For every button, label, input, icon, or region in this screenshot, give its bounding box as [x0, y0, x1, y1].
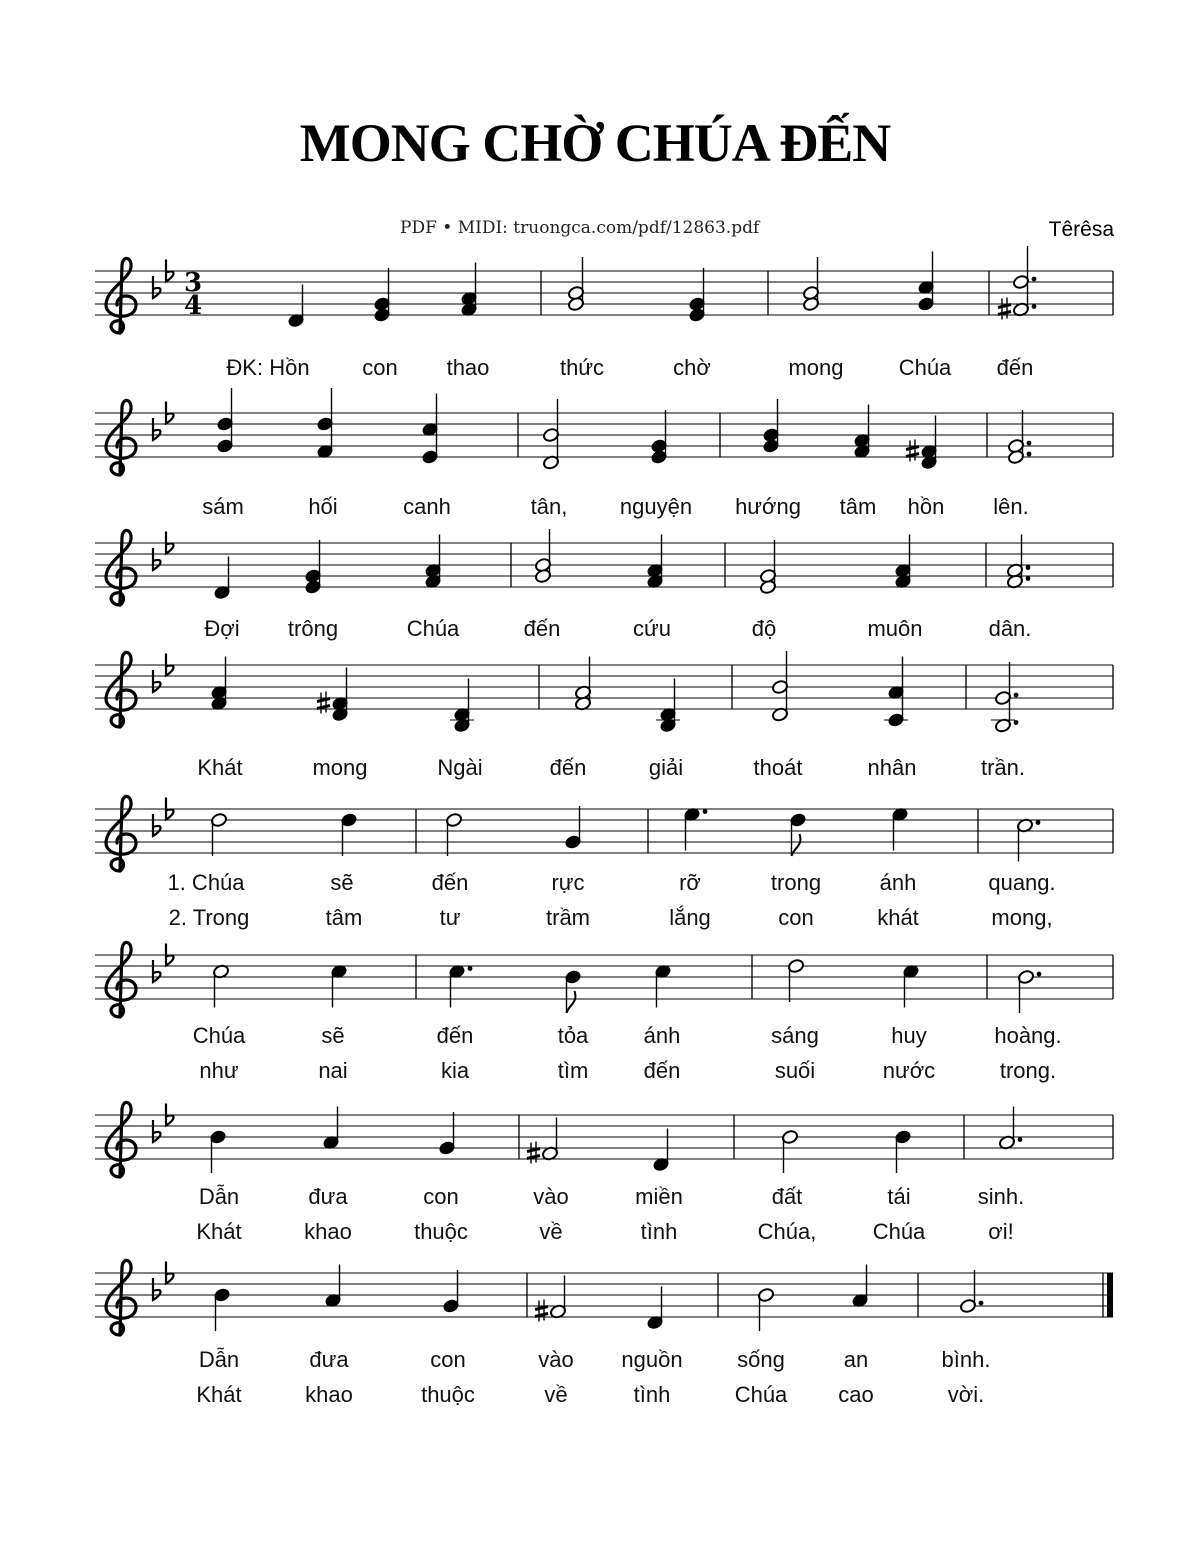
- lyric-syllable: đến: [643, 1058, 681, 1083]
- dot: [703, 809, 708, 814]
- note: [851, 1265, 868, 1309]
- note: [209, 1129, 226, 1173]
- lyric-syllable: con: [362, 355, 398, 380]
- lyric-syllable: hướng: [735, 494, 801, 519]
- treble-clef-icon: [106, 530, 136, 605]
- note: [902, 964, 919, 1008]
- dot: [1018, 1137, 1023, 1142]
- lyric-syllable: hối: [308, 494, 338, 519]
- note: [891, 807, 908, 851]
- lyric-syllable: sẽ: [321, 1023, 345, 1048]
- lyric-syllable: sáng: [771, 1023, 819, 1048]
- lyric-syllable: nhân: [867, 755, 917, 780]
- lyric-syllable: nguyện: [619, 494, 693, 519]
- staff-system: [95, 1260, 1113, 1407]
- time-signature-top: 3: [183, 268, 203, 298]
- note: [330, 964, 347, 1008]
- sharp-icon: [527, 1142, 540, 1164]
- note: [340, 812, 357, 856]
- note: [535, 1276, 567, 1322]
- lyric-syllable: bình.: [941, 1347, 991, 1372]
- lyric-syllable: ĐK: Hồn: [226, 355, 310, 380]
- lyric-syllable: tình: [633, 1382, 671, 1407]
- dot: [468, 966, 473, 971]
- note: [959, 1270, 983, 1314]
- flat-icon: [153, 418, 161, 440]
- sharp-stroke: [998, 312, 1011, 315]
- note: [757, 1287, 774, 1331]
- lyric-syllable: Dẫn: [198, 1184, 240, 1209]
- note: [781, 1129, 798, 1173]
- lyric-syllable: trông: [287, 616, 339, 641]
- sharp-stroke: [535, 1307, 548, 1310]
- treble-clef-icon: [106, 796, 136, 871]
- flat-icon: [153, 1120, 161, 1142]
- lyric-syllable: mong: [788, 355, 844, 380]
- note: [564, 806, 581, 850]
- lyric-syllable: thao: [446, 355, 490, 380]
- note: [421, 394, 438, 465]
- dot: [1026, 565, 1031, 570]
- flat-icon: [153, 814, 161, 836]
- lyric-syllable: như: [199, 1058, 239, 1083]
- lyric-syllable: Dẫn: [198, 1347, 240, 1372]
- source-link-text: PDF • MIDI: truongca.com/pdf/12863.pdf: [400, 218, 760, 238]
- note: [652, 1129, 669, 1173]
- dot: [979, 1301, 984, 1306]
- lyric-syllable: độ: [751, 616, 777, 641]
- lyric-syllable: nai: [318, 1058, 348, 1083]
- lyric-syllable: rỡ: [679, 870, 701, 895]
- lyric-syllable: thoát: [753, 755, 803, 780]
- time-signature-bottom: 4: [183, 291, 203, 321]
- lyric-syllable: sinh.: [977, 1184, 1025, 1209]
- lyric-syllable: vào: [533, 1184, 569, 1209]
- lyric-syllable: canh: [403, 494, 451, 519]
- note: [1016, 818, 1040, 862]
- lyric-syllable: tân,: [530, 494, 568, 519]
- lyric-syllable: dân.: [988, 616, 1032, 641]
- lyric-syllable: miền: [635, 1184, 683, 1209]
- note: [787, 958, 804, 1002]
- lyric-syllable: sám: [202, 494, 244, 519]
- flat-icon: [153, 960, 161, 982]
- lyric-syllable: mong: [312, 755, 368, 780]
- note: [789, 812, 806, 856]
- note: [448, 964, 472, 1008]
- lyric-syllable: Chúa: [734, 1382, 788, 1407]
- flag: [567, 991, 576, 1013]
- lyric-syllable: tư: [439, 905, 461, 930]
- lyric-syllable: vời.: [947, 1382, 985, 1407]
- note: [998, 246, 1036, 320]
- flat-icon: [153, 548, 161, 570]
- lyric-syllable: về: [539, 1219, 563, 1244]
- note: [894, 1129, 911, 1173]
- staff-system: [95, 246, 1113, 380]
- note: [564, 969, 581, 1013]
- sharp-stroke: [317, 699, 330, 702]
- dot: [1032, 304, 1037, 309]
- lyric-syllable: huy: [891, 1023, 927, 1048]
- flat-icon: [153, 670, 161, 692]
- sharp-icon: [317, 692, 330, 714]
- lyric-syllable: về: [544, 1382, 568, 1407]
- note: [542, 399, 559, 470]
- dot: [1026, 576, 1031, 581]
- treble-clef-icon: [106, 652, 136, 727]
- note: [322, 1107, 339, 1151]
- lyric-syllable: Khát: [196, 1382, 242, 1407]
- note: [567, 257, 584, 312]
- lyric-syllable: an: [843, 1347, 869, 1372]
- sharp-icon: [535, 1300, 548, 1322]
- note: [216, 388, 233, 454]
- lyric-syllable: đến: [549, 755, 587, 780]
- lyric-syllable: con: [430, 1347, 466, 1372]
- treble-clef-icon: [106, 942, 136, 1017]
- lyric-syllable: sẽ: [330, 870, 354, 895]
- note: [759, 540, 776, 595]
- lyric-syllable: đến: [523, 616, 561, 641]
- note: [212, 964, 229, 1008]
- lyric-syllable: thức: [559, 355, 605, 380]
- lyric-syllable: rực: [551, 870, 585, 895]
- song-title: MONG CHỜ CHÚA ĐẾN: [299, 113, 891, 173]
- lyric-syllable: tái: [887, 1184, 911, 1209]
- staff-system: [95, 942, 1113, 1083]
- lyric-syllable: Ngài: [437, 755, 483, 780]
- lyric-syllable: nước: [882, 1058, 936, 1083]
- lyric-syllable: tìm: [557, 1058, 589, 1083]
- lyric-syllable: ánh: [879, 870, 917, 895]
- composer-name: Têrêsa: [1048, 218, 1114, 241]
- lyric-syllable: cao: [838, 1382, 874, 1407]
- lyric-syllable: đất: [771, 1184, 803, 1209]
- note: [646, 1287, 663, 1331]
- note: [683, 807, 707, 851]
- dot: [1036, 820, 1041, 825]
- lyric-syllable: muôn: [867, 616, 923, 641]
- lyric-syllable: Đợi: [204, 616, 240, 641]
- lyric-syllable: sống: [737, 1347, 785, 1372]
- lyric-syllable: trong: [770, 870, 822, 895]
- note: [213, 1287, 230, 1331]
- dot: [1027, 452, 1032, 457]
- dot: [1014, 720, 1019, 725]
- lyric-syllable: cứu: [633, 616, 671, 641]
- lyric-syllable: kia: [440, 1058, 470, 1083]
- lyric-syllable: Khát: [197, 755, 243, 780]
- lyric-syllable: đến: [436, 1023, 474, 1048]
- sharp-stroke: [527, 1149, 540, 1152]
- lyric-syllable: đến: [431, 870, 469, 895]
- note: [688, 268, 705, 323]
- note: [527, 1118, 559, 1164]
- note: [771, 651, 788, 722]
- treble-clef-icon: [106, 1260, 136, 1335]
- lyric-syllable: tình: [640, 1219, 678, 1244]
- dot: [1027, 441, 1032, 446]
- lyric-syllable: quang.: [988, 870, 1056, 895]
- sharp-icon: [998, 298, 1011, 320]
- lyric-syllable: ơi!: [988, 1219, 1014, 1244]
- note: [654, 964, 671, 1008]
- lyric-syllable: tỏa: [557, 1023, 589, 1048]
- lyric-syllable: trầm: [546, 905, 590, 930]
- lyric-syllable: nguồn: [621, 1347, 683, 1372]
- dot: [1032, 277, 1037, 282]
- staff-system: [95, 796, 1113, 930]
- lyric-syllable: tâm: [839, 494, 877, 519]
- staff-system: [95, 651, 1113, 780]
- note: [287, 285, 304, 329]
- lyric-syllable: đưa: [309, 1347, 349, 1372]
- dot: [1014, 693, 1019, 698]
- treble-clef-icon: [106, 400, 136, 475]
- note: [802, 257, 819, 312]
- note: [762, 399, 779, 454]
- note: [442, 1270, 459, 1314]
- note: [884, 657, 908, 728]
- note: [324, 1265, 341, 1309]
- lyric-syllable: ánh: [643, 1023, 681, 1048]
- lyric-syllable: Chúa: [872, 1219, 926, 1244]
- treble-clef-icon: [106, 258, 136, 333]
- note: [304, 540, 321, 595]
- lyric-syllable: khao: [305, 1382, 353, 1407]
- lyric-syllable: khát: [877, 905, 919, 930]
- sharp-stroke: [527, 1156, 540, 1159]
- note: [316, 388, 333, 459]
- sharp-icon: [906, 440, 919, 462]
- lyric-syllable: khao: [304, 1219, 352, 1244]
- lyric-syllable: Chúa: [406, 616, 460, 641]
- lyric-syllable: vào: [538, 1347, 574, 1372]
- lyric-syllable: chờ: [673, 355, 711, 380]
- lyric-syllable: trần.: [980, 755, 1026, 780]
- staff-system: [95, 529, 1113, 641]
- lyric-syllable: Chúa: [898, 355, 952, 380]
- note: [373, 268, 390, 323]
- note: [998, 1107, 1022, 1151]
- dot: [1037, 972, 1042, 977]
- lyric-syllable: tâm: [325, 905, 363, 930]
- sharp-stroke: [998, 305, 1011, 308]
- lyric-syllable: đến: [996, 355, 1034, 380]
- lyric-syllable: lên.: [993, 494, 1029, 519]
- lyric-syllable: Chúa,: [757, 1219, 817, 1244]
- note: [445, 812, 462, 856]
- sharp-stroke: [906, 447, 919, 450]
- flat-icon: [153, 276, 161, 298]
- lyric-syllable: hoàng.: [994, 1023, 1062, 1048]
- note: [210, 812, 227, 856]
- lyric-syllable: mong,: [991, 905, 1053, 930]
- lyric-syllable: 2. Trong: [168, 905, 250, 930]
- sharp-stroke: [535, 1314, 548, 1317]
- staff-system: [95, 1102, 1113, 1244]
- lyric-syllable: giải: [648, 755, 684, 780]
- lyric-syllable: 1. Chúa: [167, 870, 245, 895]
- final-barline: [1107, 1273, 1113, 1317]
- sharp-stroke: [317, 706, 330, 709]
- note: [213, 557, 230, 601]
- lyric-syllable: lắng: [669, 905, 711, 930]
- note: [1017, 969, 1041, 1013]
- treble-clef-icon: [106, 1102, 136, 1177]
- lyric-syllable: hồn: [907, 494, 945, 519]
- lyric-syllable: Khát: [196, 1219, 242, 1244]
- staff-system: [95, 388, 1113, 519]
- note: [650, 410, 667, 465]
- sharp-stroke: [906, 454, 919, 457]
- lyric-syllable: Chúa: [192, 1023, 246, 1048]
- flat-icon: [153, 1278, 161, 1300]
- lyric-syllable: đưa: [308, 1184, 348, 1209]
- lyric-syllable: trong.: [999, 1058, 1057, 1083]
- lyric-syllable: suối: [774, 1058, 816, 1083]
- lyric-syllable: thuộc: [414, 1219, 468, 1244]
- lyric-syllable: con: [778, 905, 814, 930]
- lyric-syllable: con: [423, 1184, 459, 1209]
- note: [438, 1112, 455, 1156]
- note: [534, 529, 551, 584]
- lyric-syllable: thuộc: [421, 1382, 475, 1407]
